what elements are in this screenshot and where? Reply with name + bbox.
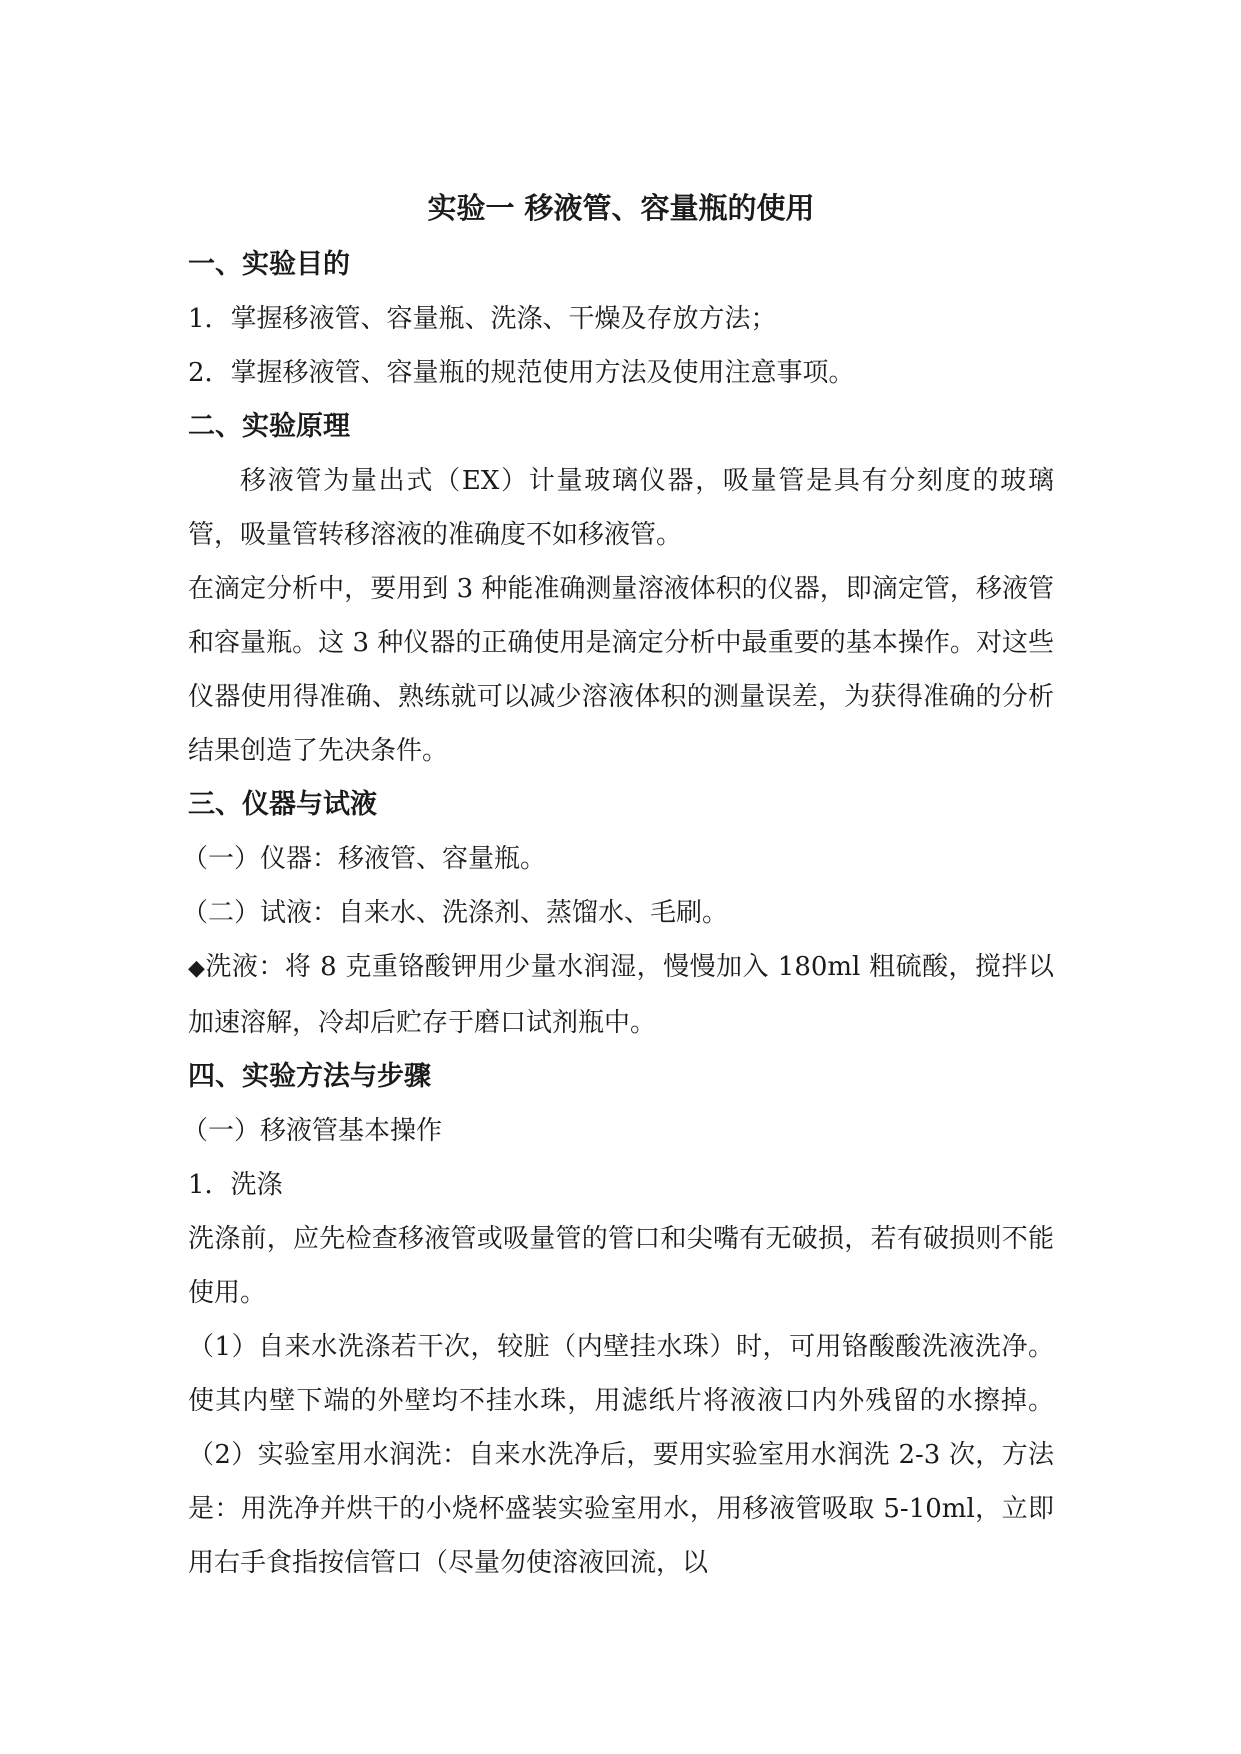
purpose-item-2: 2．掌握移液管、容量瓶的规范使用方法及使用注意事项。 xyxy=(188,358,855,388)
step-washing-heading: 1．洗涤 xyxy=(188,1170,283,1200)
washing-paragraph-2: （1）自来水洗涤若干次，较脏（内壁挂水珠）时，可用铬酸酸洗液洗净。使其内壁下端的外壁均不挂水珠，用滤纸片将液液口内外残留的水擦掉。 （2）实验室用水润洗：自来水洗净后，要用实验室用水润洗 2-3 次，方法是：用洗净并烘干的小烧杯盛装实验室用水，用移液管吸取 5-10ml，立即用右手食指按信管口（尽量勿使溶液回流，以 xyxy=(188,1332,1054,1578)
principle-paragraph-1: 移液管为量出式（EX）计量玻璃仪器，吸量管是具有分刻度的玻璃管，吸量管转移溶液的准确度不如移液管。 xyxy=(188,466,1054,550)
reagents-line: （二）试液：自来水、洗涤剂、蒸馏水、毛刷。 xyxy=(182,898,729,928)
section-heading-principle: 二、实验原理 xyxy=(188,411,350,442)
section-heading-instruments: 三、仪器与试液 xyxy=(188,789,377,820)
wash-solution-text: 洗液：将 8 克重铬酸钾用少量水润湿，慢慢加入 180ml 粗硫酸，搅拌以加速溶解，冷却后贮存于磨口试剂瓶中。 xyxy=(188,952,1054,1038)
section-heading-method: 四、实验方法与步骤 xyxy=(188,1061,431,1092)
wash-solution-paragraph xyxy=(188,940,1054,1050)
instruments-line: （一）仪器：移液管、容量瓶。 xyxy=(182,844,547,874)
section-heading-purpose: 一、实验目的 xyxy=(188,249,350,280)
principle-paragraph-2: 在滴定分析中，要用到 3 种能准确测量溶液体积的仪器，即滴定管，移液管和容量瓶。这 3 种仪器的正确使用是滴定分析中最重要的基本操作。对这些仪器使用得准确、熟练就可以减少溶液体积的测量误差，为获得准确的分析结果创造了先决条件。 xyxy=(188,574,1054,766)
diamond-bullet-icon: ◆ xyxy=(188,956,206,981)
pipette-basics-subheading: （一）移液管基本操作 xyxy=(182,1116,443,1146)
document-body xyxy=(182,188,1054,1598)
purpose-item-1: 1．掌握移液管、容量瓶、洗涤、干燥及存放方法； xyxy=(188,304,777,334)
document-title: 实验一 移液管、容量瓶的使用 xyxy=(427,191,815,225)
washing-paragraph-1: 洗涤前，应先检查移液管或吸量管的管口和尖嘴有无破损，若有破损则不能使用。 xyxy=(188,1224,1054,1308)
